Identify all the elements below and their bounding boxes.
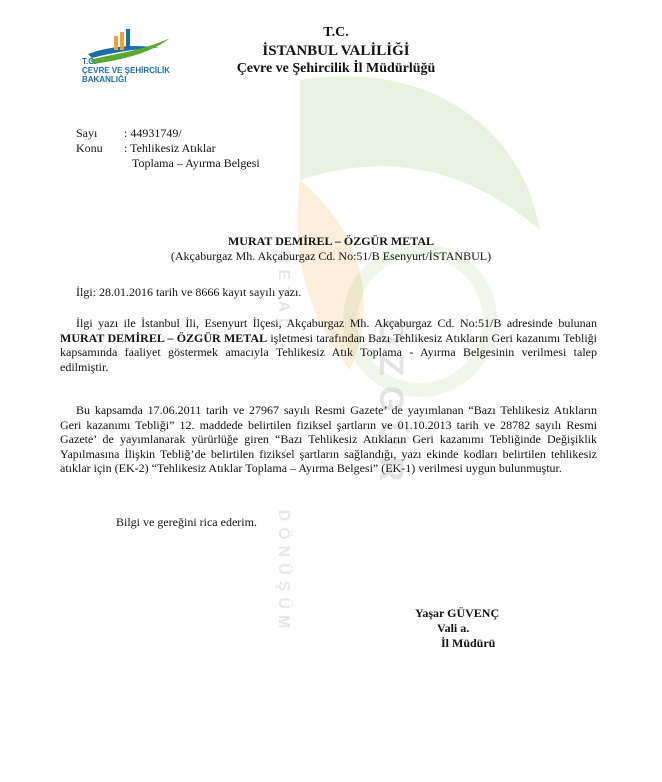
recipient-block: [0, 234, 662, 264]
letterhead: [0, 24, 662, 78]
logo-tc: T.C.: [82, 57, 97, 66]
paragraph-1-text: İlgi yazı ile İstanbul İli, Esenyurt İlçesi, Akçaburgaz Mh. Akçaburgaz Cd. No:51/B adresinde bulunan: [76, 316, 597, 330]
konu-label: Konu: [76, 141, 103, 155]
recipient-address: (Akçaburgaz Mh. Akçaburgaz Cd. No:51/B Esenyurt/İSTANBUL): [170, 249, 492, 263]
signatory-title-1: Vali a.: [437, 621, 470, 635]
signature-block: [415, 606, 499, 651]
header-tc: T.C.: [323, 25, 349, 40]
konu-value-continued: Toplama – Ayırma Belgesi: [132, 156, 260, 170]
logo-ministry-line1: ÇEVRE VE ŞEHİRCİLİK: [82, 66, 171, 75]
sayi-label: Sayı: [76, 126, 98, 140]
watermark-main-text: ÖZGÜR: [372, 318, 410, 492]
watermark-sub-text: METAL: [275, 250, 292, 334]
header-directorate: Çevre ve Şehircilik İl Müdürlüğü: [236, 61, 436, 76]
logo-ministry-line2: BAKANLIĞI: [82, 75, 127, 84]
signatory-title-2: İl Müdürü: [441, 636, 496, 650]
ilgi-line: İlgi: 28.01.2016 tarih ve 8666 kayıt sayılı yazı.: [76, 285, 302, 299]
paragraph-2: [60, 403, 597, 476]
paragraph-1: [60, 316, 597, 374]
header-governorship: İSTANBUL VALİLİĞİ: [262, 43, 410, 59]
paragraph-1-text-end: işletmesi tarafından Bazı Tehlikesiz Atıkların Geri kazanımı Tebliği kapsamında faaliyet göstermek amacıyla Tehlikesiz Atık Toplama - Ayırma Belgesinin verilmesi talep edilmiştir.: [60, 330, 597, 374]
signatory-name: Yaşar GÜVENÇ: [415, 606, 500, 620]
reference-block: [76, 126, 260, 171]
recipient-name: MURAT DEMİREL – ÖZGÜR METAL: [227, 234, 434, 248]
konu-value: : Tehlikesiz Atıklar: [124, 141, 216, 155]
closing-line: Bilgi ve gereğini rica ederim.: [116, 515, 257, 529]
paragraph-1-company: MURAT DEMİREL – ÖZGÜR METAL: [60, 330, 268, 345]
sayi-value: : 44931749/: [124, 126, 182, 140]
watermark-sub2-text: DÖNÜŞÜM: [275, 509, 292, 635]
paragraph-2-text: Bu kapsamda 17.06.2011 tarih ve 27967 sayılı Resmi Gazete’ de yayımlanan “Bazı Tehlikesiz Atıkların Geri kazanımı Tebliği” 12. maddede belirtilen fiziksel şartların ve 01.10.2013 tarih ve 28782 sayılı Resmi Gazete’ de yayımlanarak yürürlüğe giren “Bazı Tehlikesiz Atıkların Geri kazanımı Tebliğinde Değişiklik Yapılmasına İlişkin Tebliğ’de belirtilen fiziksel şartların sağlandığı, yazı ekinde kodları belirtilen tehlikesiz atıklar için (EK-2) “Tehlikesiz Atıklar Toplama – Ayırma Belgesi” (EK-1) verilmesi uygun bulunmuştur.: [60, 403, 597, 475]
